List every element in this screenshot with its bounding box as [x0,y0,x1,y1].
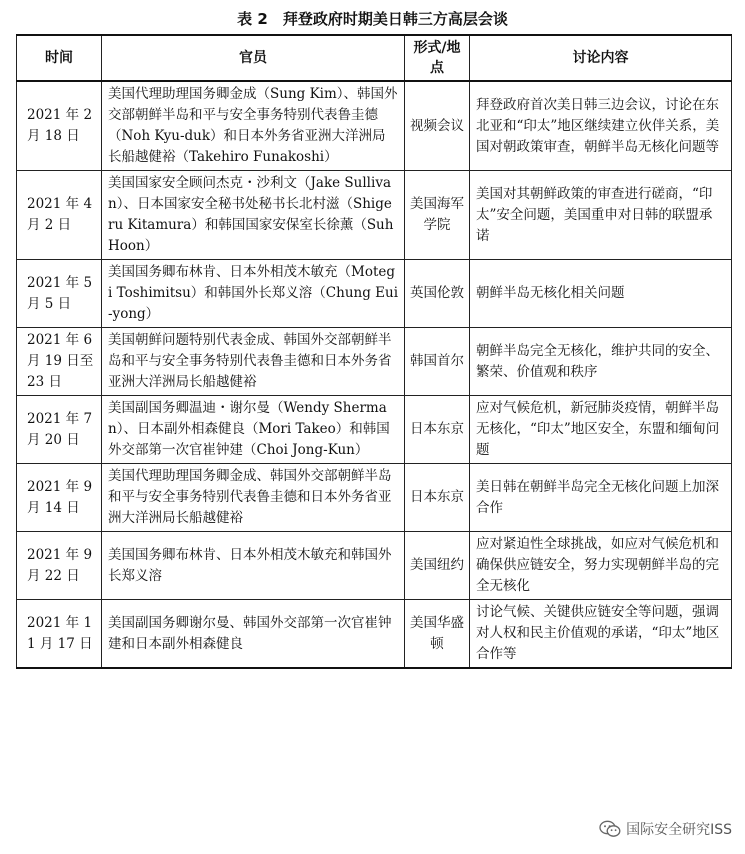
cell-officials: 美国朝鲜问题特别代表金成、韩国外交部朝鲜半岛和平与安全事务特别代表鲁圭德和日本外务省亚洲大洋洲局长船越健裕 [102,328,405,396]
table-row [17,171,732,260]
cell-officials: 美国国务卿布林肯、日本外相茂木敏充和韩国外长郑义溶 [102,532,405,600]
table-row [17,328,732,396]
header-form: 形式/地点 [405,35,470,81]
cell-officials: 美国代理助理国务卿金成、韩国外交部朝鲜半岛和平与安全事务特别代表鲁圭德和日本外务省亚洲大洋洲局长船越健裕 [102,464,405,532]
cell-time: 2021 年 4 月 2 日 [17,171,102,260]
cell-officials: 美国副国务卿温迪・谢尔曼（Wendy Sherman）、日本副外相森健良（Mori Takeo）和韩国外交部第一次官崔钟建（Choi Jong-Kun） [102,396,405,464]
cell-form: 美国纽约 [405,532,470,600]
cell-form: 美国华盛顿 [405,600,470,669]
cell-time: 2021 年 11 月 17 日 [17,600,102,669]
cell-discussion: 讨论气候、关键供应链安全等问题，强调对人权和民主价值观的承诺，“印太”地区合作等 [470,600,732,669]
table-caption: 表 2 拜登政府时期美日韩三方高层会谈 [237,10,508,28]
header-discussion: 讨论内容 [470,35,732,81]
wechat-icon [599,820,621,838]
cell-form: 日本东京 [405,464,470,532]
cell-time: 2021 年 5 月 5 日 [17,260,102,328]
cell-time: 2021 年 2 月 18 日 [17,81,102,171]
cell-discussion: 应对紧迫性全球挑战，如应对气候危机和确保供应链安全，努力实现朝鲜半岛的完全无核化 [470,532,732,600]
cell-time: 2021 年 6 月 19 日至 23 日 [17,328,102,396]
cell-discussion: 应对气候危机，新冠肺炎疫情，朝鲜半岛无核化，“印太”地区安全，东盟和缅甸问题 [470,396,732,464]
cell-discussion: 美日韩在朝鲜半岛完全无核化问题上加深合作 [470,464,732,532]
cell-form: 韩国首尔 [405,328,470,396]
cell-discussion: 拜登政府首次美日韩三边会议，讨论在东北亚和“印太”地区继续建立伙伴关系，美国对朝政策审查，朝鲜半岛无核化问题等 [470,81,732,171]
cell-officials: 美国代理助理国务卿金成（Sung Kim）、韩国外交部朝鲜半岛和平与安全事务特别代表鲁圭德（Noh Kyu-duk）和日本外务省亚洲大洋洲局长船越健裕（Takehiro Funakoshi） [102,81,405,171]
cell-form: 美国海军学院 [405,171,470,260]
cell-form: 日本东京 [405,396,470,464]
cell-form: 英国伦敦 [405,260,470,328]
cell-time: 2021 年 9 月 22 日 [17,532,102,600]
watermark-text: 国际安全研究ISS [626,822,732,838]
cell-discussion: 朝鲜半岛完全无核化，维护共同的安全、繁荣、价值观和秩序 [470,328,732,396]
cell-officials: 美国国务卿布林肯、日本外相茂木敏充（Motegi Toshimitsu）和韩国外长郑义溶（Chung Eui-yong） [102,260,405,328]
cell-discussion: 朝鲜半岛无核化相关问题 [470,260,732,328]
watermark [596,818,735,840]
cell-officials: 美国副国务卿谢尔曼、韩国外交部第一次官崔钟建和日本副外相森健良 [102,600,405,669]
table-row [17,532,732,600]
table-header-row [17,35,732,81]
table-row [17,600,732,669]
table-row [17,464,732,532]
cell-time: 2021 年 9 月 14 日 [17,464,102,532]
table-row [17,81,732,171]
header-time: 时间 [17,35,102,81]
table-row [17,260,732,328]
cell-officials: 美国国家安全顾问杰克・沙利文（Jake Sullivan）、日本国家安全秘书处秘书长北村滋（Shigeru Kitamura）和韩国国家安保室长徐薰（Suh Hoon） [102,171,405,260]
table-row [17,396,732,464]
summit-table [16,34,732,669]
header-officials: 官员 [102,35,405,81]
cell-time: 2021 年 7 月 20 日 [17,396,102,464]
cell-form: 视频会议 [405,81,470,171]
cell-discussion: 美国对其朝鲜政策的审查进行磋商，“印太”安全问题，美国重申对日韩的联盟承诺 [470,171,732,260]
